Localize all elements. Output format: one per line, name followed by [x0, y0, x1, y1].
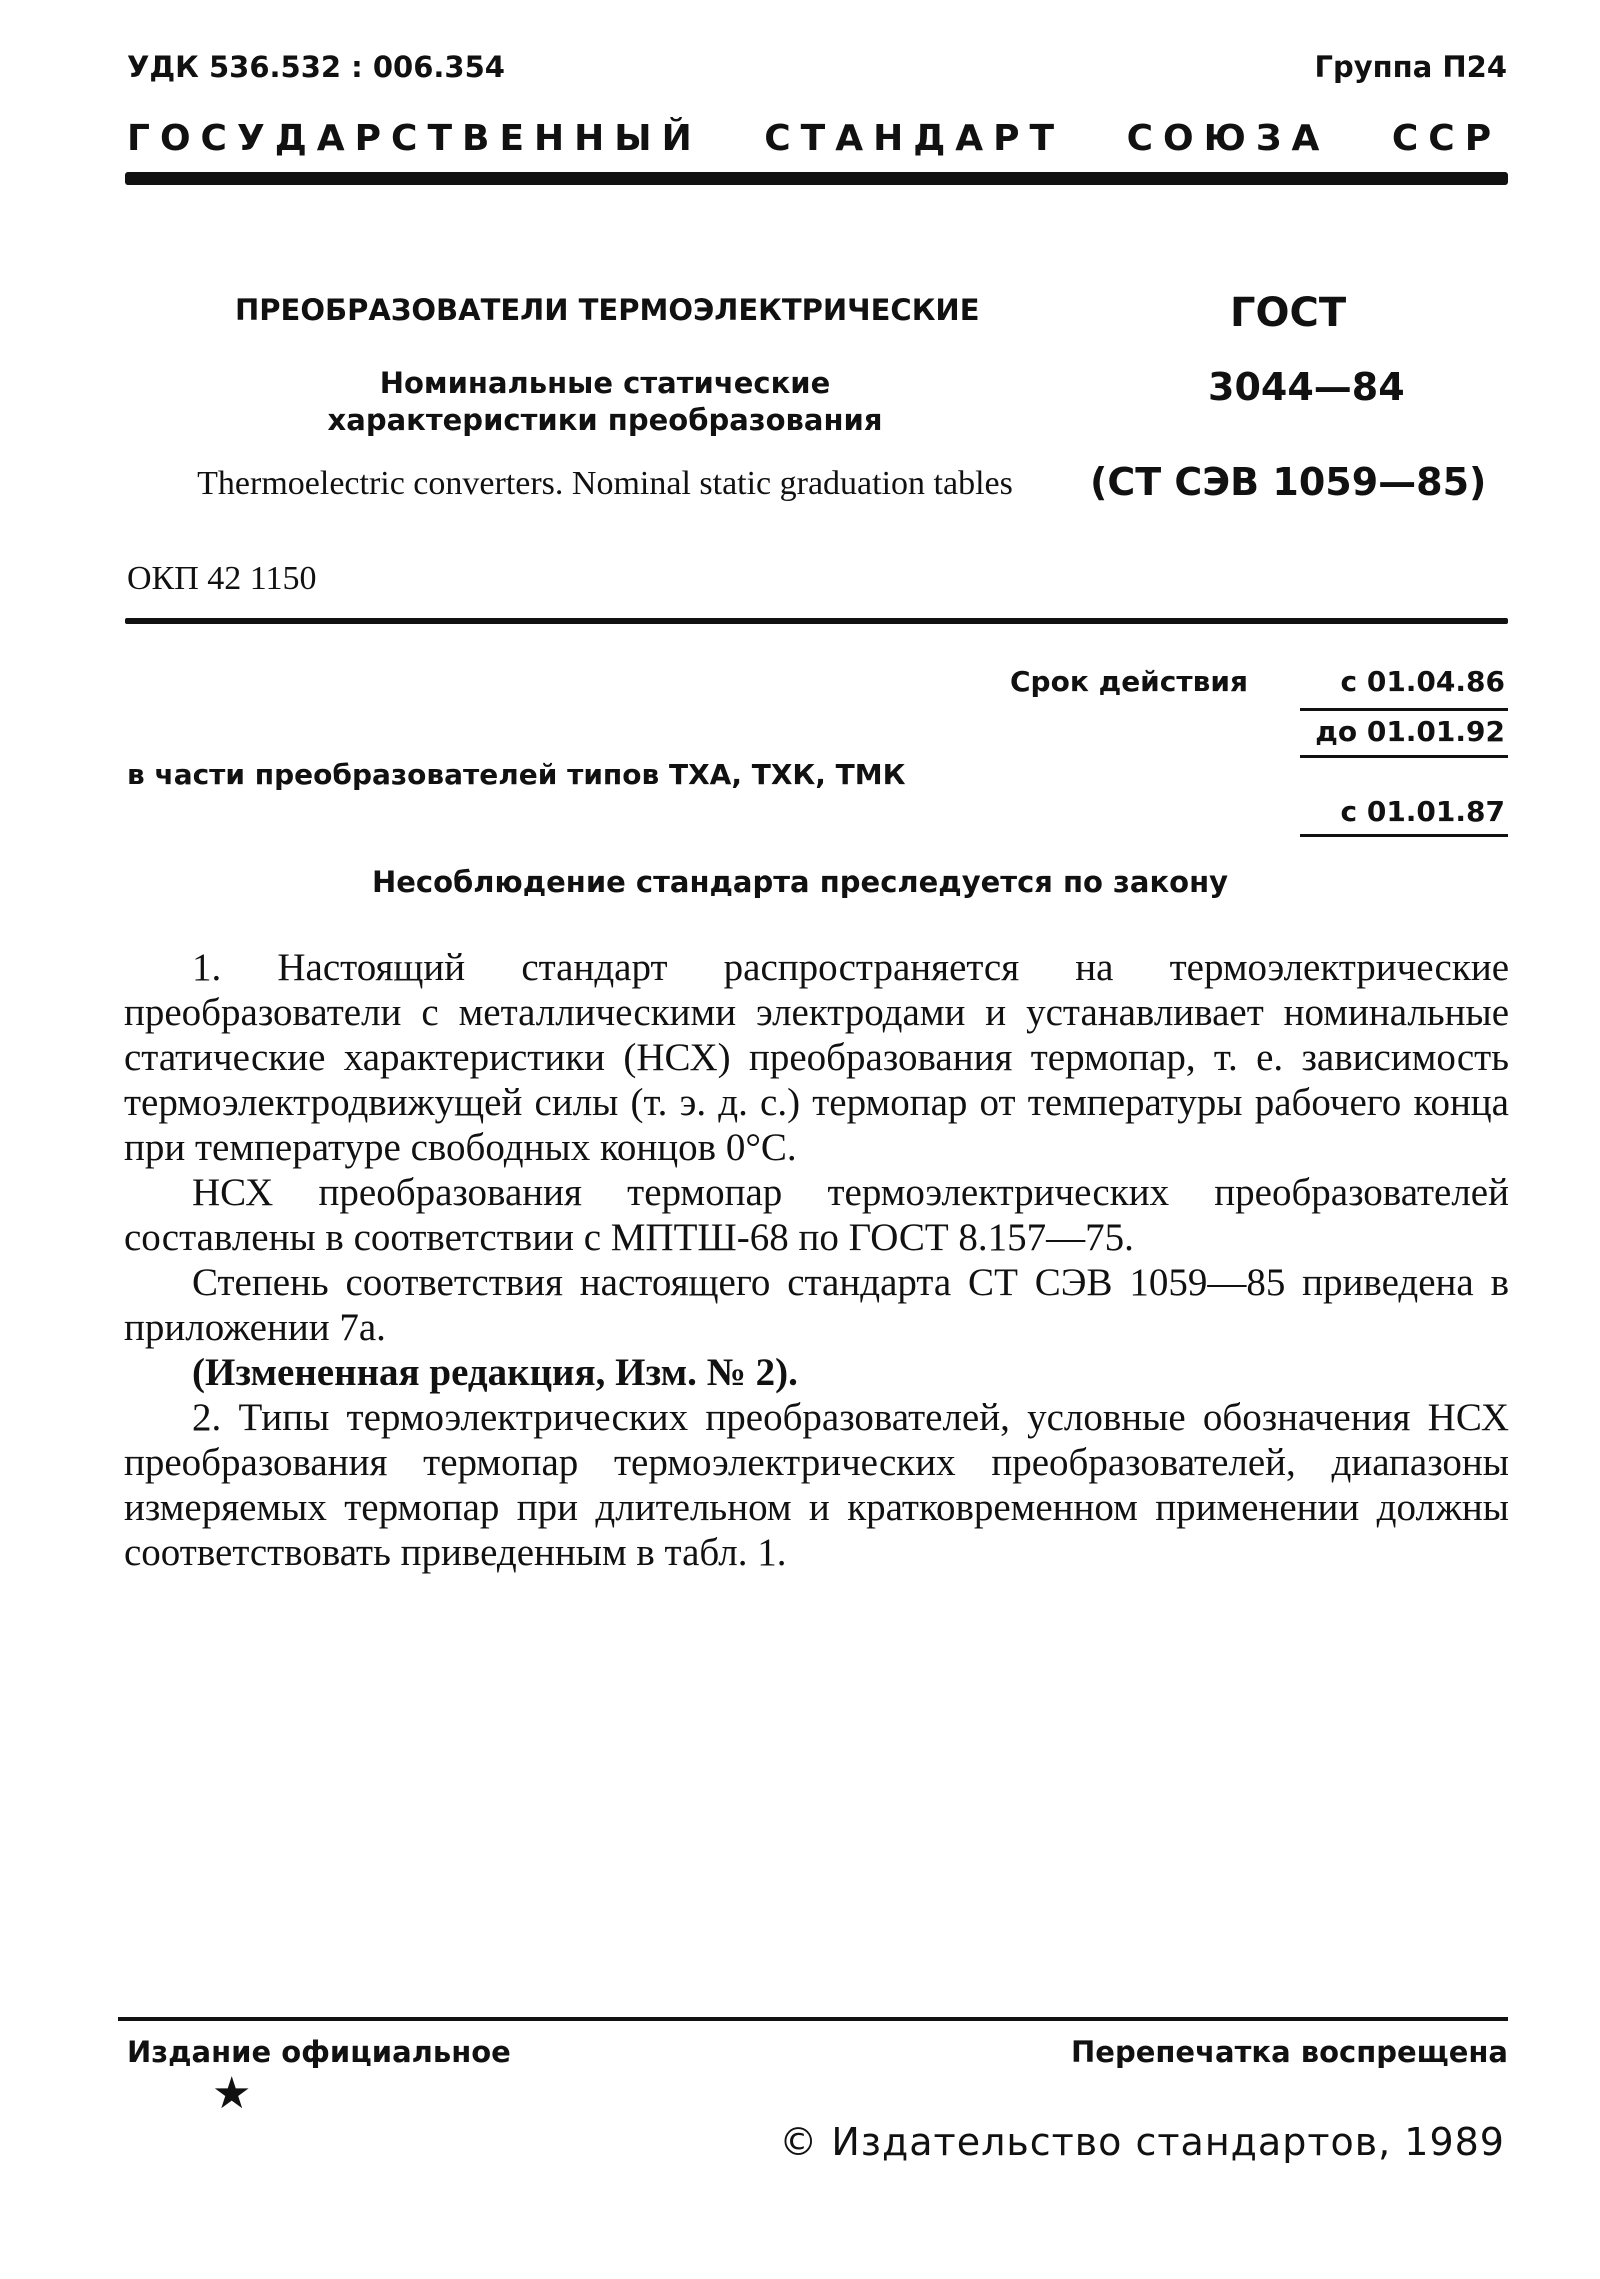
sev-reference: (СТ СЭВ 1059—85) — [1090, 460, 1487, 504]
top-rule — [125, 172, 1508, 185]
converter-types-date: с 01.01.87 — [1340, 795, 1505, 828]
validity-from-date: с 01.04.86 — [1340, 665, 1505, 698]
document-subtitle: Номинальные статические характеристики преобразования — [327, 366, 883, 437]
legal-warning: Несоблюдение стандарта преследуется по закону — [371, 865, 1229, 899]
okp-code: ОКП 42 1150 — [127, 560, 317, 597]
paragraph-4: 2. Типы термоэлектрических преобразователей, условные обозначения НСХ преобразования термопар термоэлектрических преобразователей, диапазоны измеряемых термопар при длительном и кратковременном применении должны соответствовать приведенным в табл. 1. — [124, 1396, 1509, 1574]
date-underline — [1300, 708, 1508, 711]
body-text — [124, 945, 1509, 1575]
validity-to-date: до 01.01.92 — [1315, 715, 1505, 748]
udk-code: УДК 536.532 : 006.354 — [127, 50, 505, 84]
paragraph-1: 1. Настоящий стандарт распространяется на термоэлектрические преобразователи с металлическими электродами и устанавливает номинальные статические характеристики (НСХ) преобразования термопар, т. е. зависимость термоэлектродвижущей силы (т. э. д. с.) термопар от температуры рабочего конца при температуре свободных концов 0°С. — [124, 946, 1509, 1169]
bottom-rule — [118, 2017, 1508, 2021]
amendment-note: (Измененная редакция, Изм. № 2). — [192, 1351, 798, 1394]
state-standard-banner: ГОСУДАРСТВЕННЫЙ СТАНДАРТ СОЮЗА ССР — [127, 118, 1502, 159]
middle-rule — [125, 618, 1508, 624]
paragraph-3: Степень соответствия настоящего стандарта СТ СЭВ 1059—85 приведена в приложении 7а. — [124, 1261, 1509, 1349]
validity-label: Срок действия — [1010, 665, 1248, 698]
publisher-copyright: © Издательство стандартов, 1989 — [779, 2120, 1505, 2164]
date-underline — [1300, 834, 1508, 837]
converter-types-label: в части преобразователей типов ТХА, ТХК, ТМК — [127, 758, 906, 791]
date-underline — [1300, 755, 1508, 758]
document-title: ПРЕОБРАЗОВАТЕЛИ ТЕРМОЭЛЕКТРИЧЕСКИЕ — [235, 293, 980, 327]
reprint-prohibited-label: Перепечатка воспрещена — [1071, 2035, 1508, 2069]
english-title: Thermoelectric converters. Nominal static graduation tables — [197, 465, 1013, 502]
star-icon: ★ — [212, 2069, 252, 2118]
paragraph-2: НСХ преобразования термопар термоэлектрических преобразователей составлены в соответствии с МПТШ-68 по ГОСТ 8.157—75. — [124, 1171, 1509, 1259]
group-code: Группа П24 — [1314, 50, 1507, 84]
gost-number: 3044—84 — [1208, 365, 1405, 409]
official-edition-label: Издание официальное — [127, 2035, 511, 2069]
gost-label: ГОСТ — [1230, 290, 1347, 336]
